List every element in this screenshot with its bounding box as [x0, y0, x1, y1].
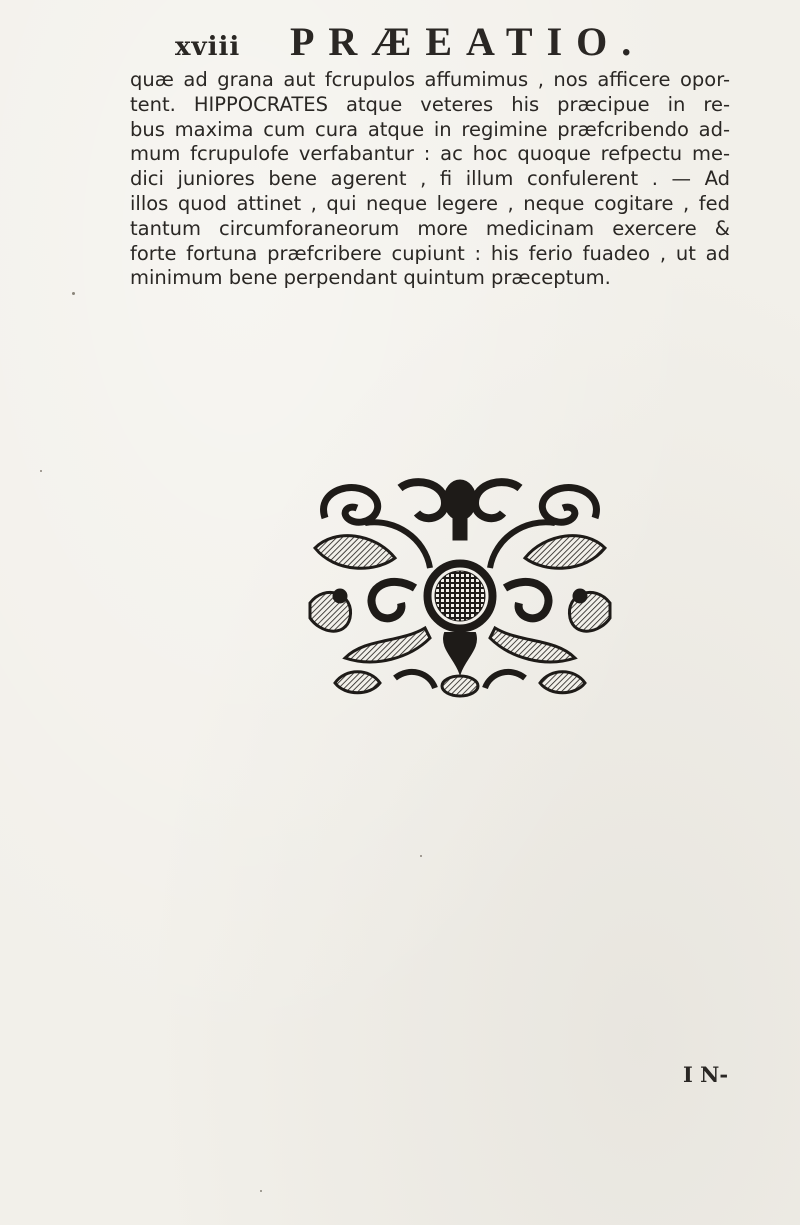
text-line: minimum bene perpendant quintum præceptum.	[130, 266, 611, 290]
text-line: quæ ad grana aut fcrupulos affumimus , nos afficere opor-	[130, 68, 730, 91]
floral-tailpiece-ornament-icon	[305, 478, 615, 700]
paper-speck	[420, 855, 422, 857]
body-paragraph	[130, 68, 730, 291]
running-title: PRÆEATIO.	[290, 19, 646, 64]
text-line: tantum circumforaneorum more medicinam exercere &	[130, 216, 730, 240]
text-line: forte fortuna præfcribere cupiunt : his ferio fuadeo , ut ad	[130, 241, 730, 265]
paper-speck	[260, 1190, 262, 1192]
catchword: I N-	[683, 1062, 729, 1087]
text-line: illos quod attinet , qui neque legere , neque cogitare , fed	[130, 191, 730, 215]
paper-speck	[40, 470, 42, 472]
page-header	[175, 18, 695, 66]
text-line: tent. HIPPOCRATES atque veteres his præcipue in re-	[130, 92, 730, 116]
paper-speck	[72, 292, 75, 295]
text-line: dici juniores bene agerent , fi illum confulerent . — Ad	[130, 167, 730, 191]
page-number: xviii	[175, 32, 241, 62]
text-line: mum fcrupulofe verfabantur : ac hoc quoque refpectu me-	[130, 142, 730, 166]
text-line: bus maxima cum cura atque in regimine præfcribendo ad-	[130, 117, 730, 141]
